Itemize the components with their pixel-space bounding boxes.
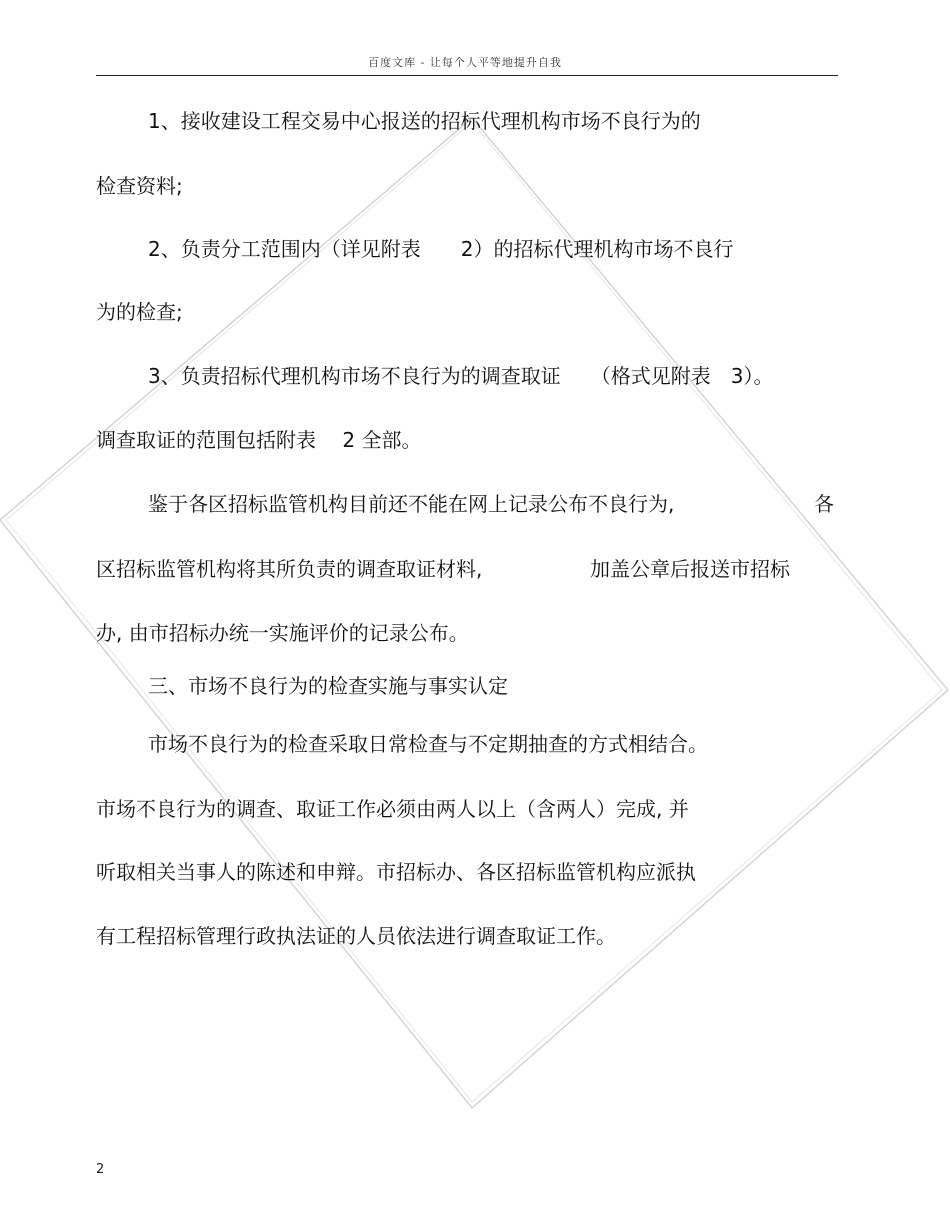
paragraph-line-7: 鉴于各区招标监管机构目前还不能在网上记录公布不良行为,	[148, 492, 675, 516]
watermark-outline	[0, 118, 948, 1108]
paragraph-line-8: 区招标监管机构将其所负责的调查取证材料,	[96, 557, 483, 581]
section-heading: 三、市场不良行为的检查实施与事实认定	[148, 674, 508, 698]
page-header: 百度文库 - 让每个人平等地提升自我	[368, 56, 562, 69]
paragraph-line-5: 3、负责招标代理机构市场不良行为的调查取证 （格式见附表 3）。	[148, 364, 774, 388]
paragraph-line-7-tail: 各	[814, 492, 834, 516]
paragraph-line-10: 市场不良行为的检查采取日常检查与不定期抽查的方式相结合。	[148, 732, 708, 756]
paragraph-line-4: 为的检查;	[96, 300, 183, 324]
page-number: 2	[96, 1162, 105, 1177]
paragraph-line-9: 办, 由市招标办统一实施评价的记录公布。	[96, 621, 469, 645]
paragraph-line-6: 调查取证的范围包括附表 2 全部。	[96, 428, 422, 452]
paragraph-line-3: 2、负责分工范围内（详见附表 2）的招标代理机构市场不良行	[148, 237, 734, 261]
paragraph-line-1: 1、接收建设工程交易中心报送的招标代理机构市场不良行为的	[148, 109, 701, 133]
watermark-inner	[6, 122, 942, 1102]
paragraph-line-8-tail: 加盖公章后报送市招标	[590, 557, 790, 581]
paragraph-line-13: 有工程招标管理行政执法证的人员依法进行调查取证工作。	[96, 924, 616, 948]
header-divider	[96, 75, 838, 76]
paragraph-line-12: 听取相关当事人的陈述和申辩。市招标办、各区招标监管机构应派执	[96, 860, 696, 884]
paragraph-line-2: 检查资料;	[96, 174, 183, 198]
paragraph-line-11: 市场不良行为的调查、取证工作必须由两人以上（含两人）完成, 并	[96, 797, 689, 821]
